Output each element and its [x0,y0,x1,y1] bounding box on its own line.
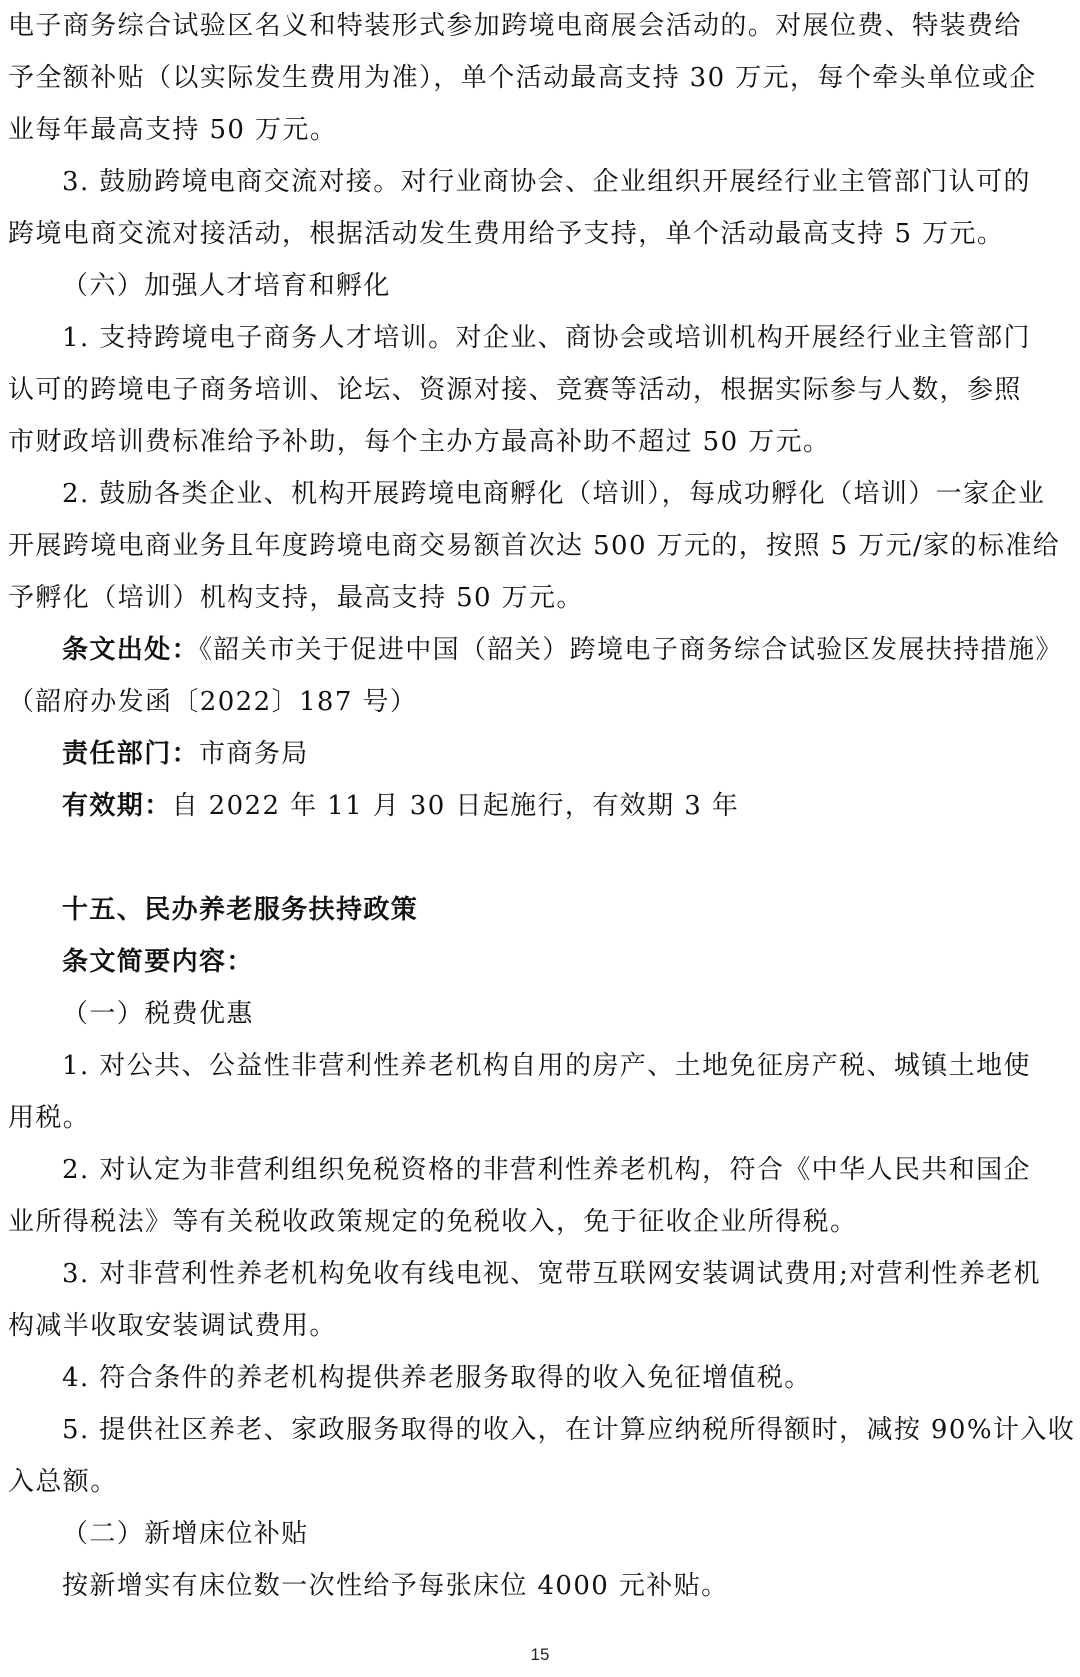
validity-label: 有效期： [62,791,172,821]
text-line: 用税。 [8,1103,91,1133]
source-doc-number: （韶府办发函〔2022〕187 号） [8,687,418,717]
text-line: 市财政培训费标准给予补助，每个主办方最高补助不超过 50 万元。 [8,427,831,457]
text-line: 入总额。 [8,1467,118,1497]
text-line: 3. 鼓励跨境电商交流对接。对行业商协会、企业组织开展经行业主管部门认可的 [62,167,1031,197]
text-line: 业每年最高支持 50 万元。 [8,115,338,145]
subsection-heading: （六）加强人才培育和孵化 [62,271,391,301]
text-line: 认可的跨境电子商务培训、论坛、资源对接、竞赛等活动，根据实际参与人数，参照 [8,375,1022,405]
text-line: 4. 符合条件的养老机构提供养老服务取得的收入免征增值税。 [62,1363,812,1393]
validity-line [8,780,1064,832]
source-line [8,624,1064,676]
page-number: 15 [530,1645,550,1664]
text-line: 跨境电商交流对接活动，根据活动发生费用给予支持，单个活动最高支持 5 万元。 [8,219,1005,249]
source-text: 《韶关市关于促进中国（韶关）跨境电子商务综合试验区发展扶持措施》 [199,635,1063,665]
department-label: 责任部门： [62,739,200,769]
section-spacer [8,832,1064,884]
text-line: 予全额补贴（以实际发生费用为准），单个活动最高支持 30 万元，每个牵头单位或企 [8,63,1037,93]
text-line: 开展跨境电商业务且年度跨境电商交易额首次达 500 万元的，按照 5 万元/家的标准给 [8,531,1061,561]
text-line: 1. 支持跨境电子商务人才培训。对企业、商协会或培训机构开展经行业主管部门 [62,323,1031,353]
text-line: 2. 鼓励各类企业、机构开展跨境电商孵化（培训），每成功孵化（培训）一家企业 [62,479,1046,509]
department-text: 市商务局 [199,739,309,769]
subsection-heading: （一）税费优惠 [62,999,254,1029]
source-label: 条文出处： [62,635,200,665]
subsection-heading: （二）新增床位补贴 [62,1519,309,1549]
text-line: 构减半收取安装调试费用。 [8,1311,337,1341]
summary-label: 条文简要内容： [62,947,254,977]
section-title: 十五、民办养老服务扶持政策 [62,895,419,925]
text-line: 电子商务综合试验区名义和特装形式参加跨境电商展会活动的。对展位费、特装费给 [8,11,1022,41]
text-line: 5. 提供社区养老、家政服务取得的收入，在计算应纳税所得额时，减按 90%计入收 [62,1415,1076,1445]
text-line: 3. 对非营利性养老机构免收有线电视、宽带互联网安装调试费用;对营利性养老机 [62,1259,1042,1289]
text-line: 业所得税法》等有关税收政策规定的免税收入，免于征收企业所得税。 [8,1207,858,1237]
text-line: 按新增实有床位数一次性给予每张床位 4000 元补贴。 [62,1571,729,1601]
text-line: 予孵化（培训）机构支持，最高支持 50 万元。 [8,583,584,613]
validity-text: 自 2022 年 11 月 30 日起施行，有效期 3 年 [171,791,740,821]
text-line: 1. 对公共、公益性非营利性养老机构自用的房产、土地免征房产税、城镇土地使 [62,1051,1031,1081]
document-body [8,0,1076,1612]
text-line: 2. 对认定为非营利组织免税资格的非营利性养老机构，符合《中华人民共和国企 [62,1155,1031,1185]
department-line [8,728,1064,780]
